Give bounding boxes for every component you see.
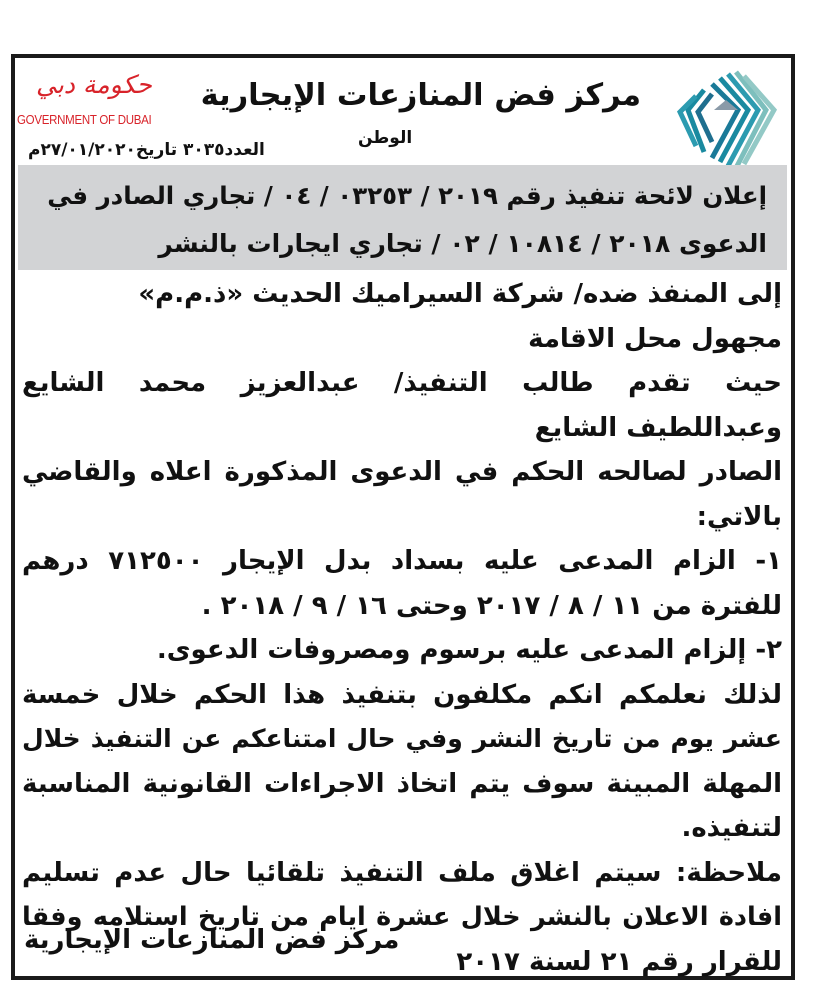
- rental-dispute-center-logo: [666, 70, 794, 170]
- body-line: المهلة المبينة سوف يتم اتخاذ الاجراءات القانونية المناسبة: [22, 768, 782, 799]
- body-line: عشر يوم من تاريخ النشر وفي حال امتناعكم عن التنفيذ خلال: [22, 724, 782, 753]
- dubai-government-logo: حكومة دبي: [36, 70, 152, 99]
- body-line: لتنفيذه.: [681, 813, 782, 843]
- signature: مركز فض المنازعات الإيجارية: [24, 925, 400, 955]
- body-line: بالاتي:: [696, 501, 782, 532]
- banner-line: إعلان لائحة تنفيذ رقم ٢٠١٩ / ٠٣٢٥٣ / ٠٤ / تجاري الصادر في: [47, 181, 767, 210]
- body-line: الصادر لصالحه الحكم في الدعوى المذكورة اعلاه والقاضي: [22, 457, 782, 487]
- notice-body: [22, 272, 782, 984]
- body-line: ٢- إلزام المدعى عليه برسوم ومصروفات الدعوى.: [156, 635, 782, 665]
- body-line: وعبداللطيف الشايع: [534, 412, 782, 443]
- page-title: مركز فض المنازعات الإيجارية: [200, 78, 641, 113]
- body-line: للفترة من ١١ / ٨ / ٢٠١٧ وحتى ١٦ / ٩ / ٢٠١٨ .: [201, 590, 782, 621]
- body-line: إلى المنفذ ضده/ شركة السيراميك الحديث «ذ.م.م»: [138, 279, 782, 309]
- body-line: ١- الزام المدعى عليه بسداد بدل الإيجار ٧١٢٥٠٠ درهم: [22, 546, 782, 576]
- body-line: للقرار رقم ٢١ لسنة ٢٠١٧: [456, 946, 782, 977]
- banner-line: الدعوى ٢٠١٨ / ١٠٨١٤ / ٠٢ / تجاري ايجارات بالنشر: [158, 229, 767, 258]
- issue-date: العدد٣٠٣٥ تاريخ٢٧/٠١/٢٠٢٠م: [28, 140, 265, 160]
- body-line: افادة الاعلان بالنشر خلال عشرة ايام من تاريخ استلامه وفقا: [22, 902, 782, 932]
- body-line: ملاحظة: سيتم اغلاق ملف التنفيذ تلقائيا حال عدم تسليم: [22, 857, 782, 888]
- notice-banner: [18, 165, 787, 270]
- dubai-government-logo-text: GOVERNMENT OF DUBAI: [17, 113, 152, 127]
- body-line: حيث تقدم طالب التنفيذ/ عبدالعزيز محمد الشايع: [22, 368, 782, 398]
- body-line: لذلك نعلمكم انكم مكلفون بتنفيذ هذا الحكم خلال خمسة: [22, 679, 782, 710]
- newspaper-name: الوطن: [358, 128, 413, 148]
- body-line: مجهول محل الاقامة: [528, 323, 782, 354]
